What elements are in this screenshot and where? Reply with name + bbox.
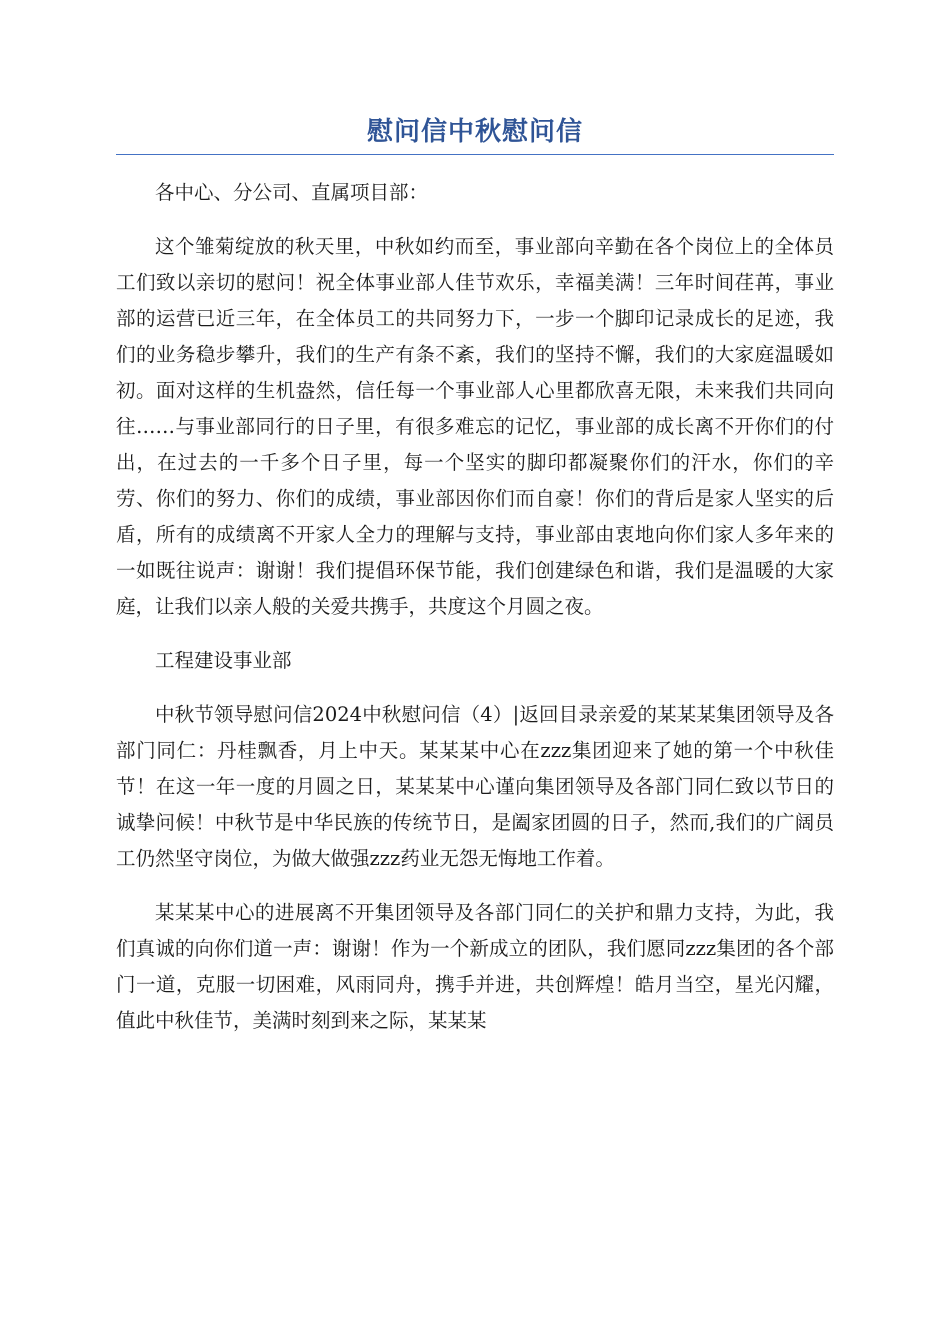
page-title: 慰问信中秋慰问信 <box>366 117 583 147</box>
title-underline <box>116 154 834 155</box>
body-paragraph-3: 某某某中心的进展离不开集团领导及各部门同仁的关护和鼎力支持，为此，我们真诚的向你们道一声：谢谢！作为一个新成立的团队，我们愿同zzz集团的各个部门一道，克服一切困难，风雨同舟，携手并进，共创辉煌！皓月当空，星光闪耀，值此中秋佳节，美满时刻到来之际，某某某 <box>116 901 834 1032</box>
body-paragraph-1: 这个雏菊绽放的秋天里，中秋如约而至，事业部向辛勤在各个岗位上的全体员工们致以亲切的慰问！祝全体事业部人佳节欢乐，幸福美满！三年时间荏苒，事业部的运营已近三年，在全体员工的共同努力下，一步一个脚印记录成长的足迹，我们的业务稳步攀升，我们的生产有条不紊，我们的坚持不懈，我们的大家庭温暖如初。面对这样的生机盎然，信任每一个事业部人心里都欣喜无限，未来我们共同向往……与事业部同行的日子里，有很多难忘的记忆，事业部的成长离不开你们的付出，在过去的一千多个日子里，每一个坚实的脚印都凝聚你们的汗水，你们的辛劳、你们的努力、你们的成绩，事业部因你们而自豪！你们的背后是家人坚实的后盾，所有的成绩离不开家人全力的理解与支持，事业部由衷地向你们家人多年来的一如既往说声：谢谢！我们提倡环保节能，我们创建绿色和谐，我们是温暖的大家庭，让我们以亲人般的关爱共携手，共度这个月圆之夜。 <box>116 235 834 618</box>
salutation: 各中心、分公司、直属项目部： <box>155 181 429 204</box>
body-paragraph-2: 中秋节领导慰问信2024中秋慰问信（4）|返回目录亲爱的某某某集团领导及各部门同仁：丹桂飘香，月上中天。某某某中心在zzz集团迎来了她的第一个中秋佳节！在这一年一度的月圆之日，某某某中心谨向集团领导及各部门同仁致以节日的诚挚问候！中秋节是中华民族的传统节日，是阖家团圆的日子，然而,我们的广阔员工仍然坚守岗位，为做大做强zzz药业无怨无悔地工作着。 <box>116 703 834 870</box>
signature: 工程建设事业部 <box>155 649 292 672</box>
document-page <box>116 112 834 1057</box>
